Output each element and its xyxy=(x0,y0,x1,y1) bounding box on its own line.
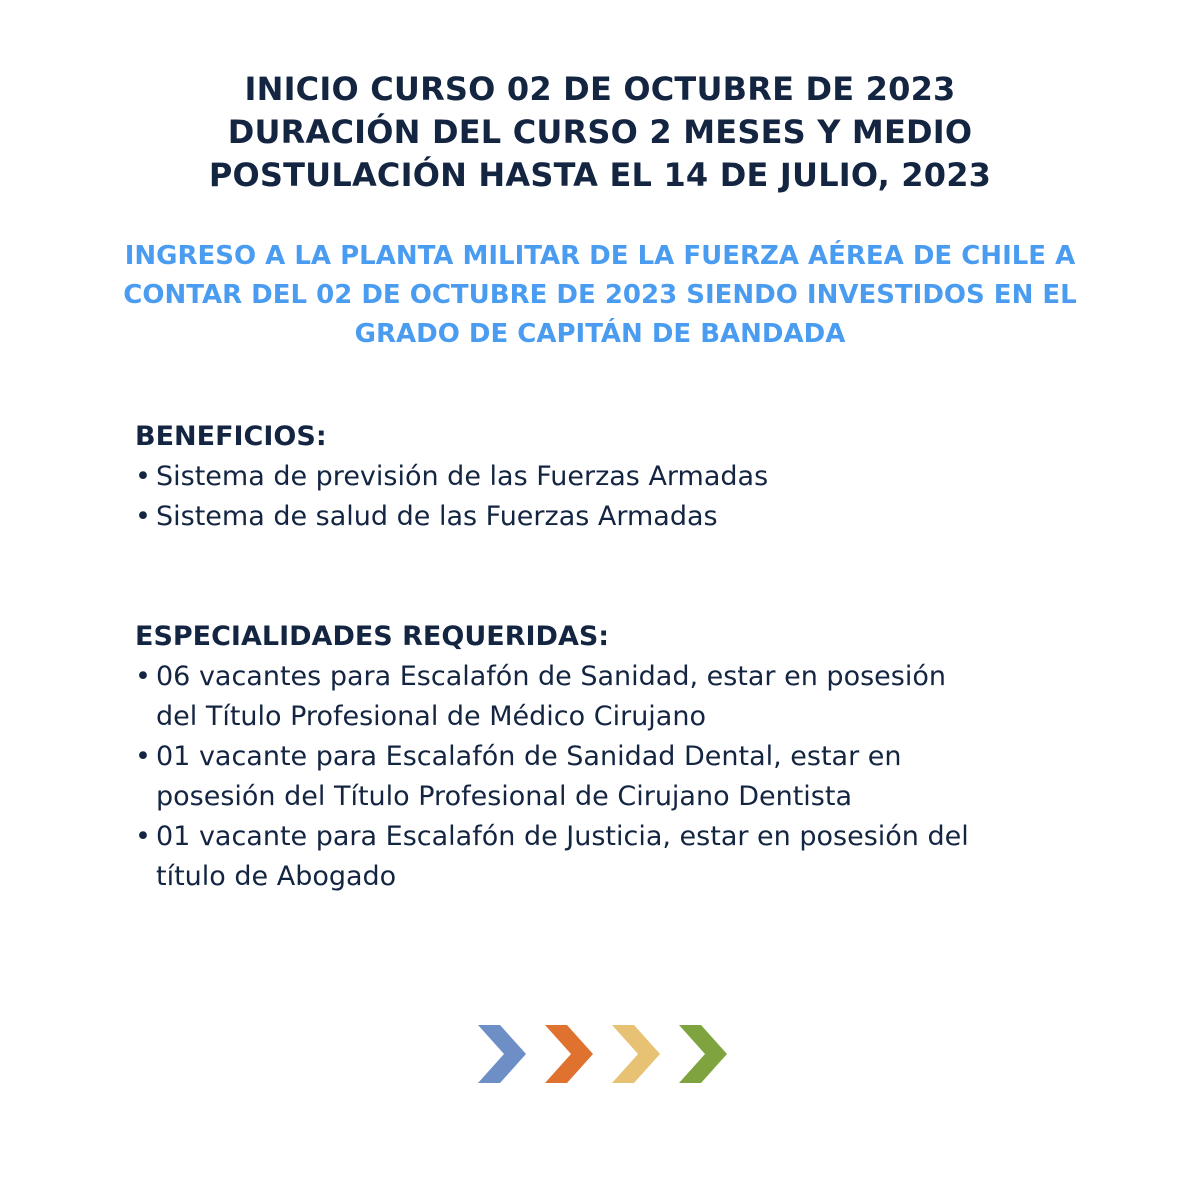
benefit-item xyxy=(135,457,1115,497)
chevron-right-icon xyxy=(612,1025,660,1083)
specialty-item xyxy=(135,737,1115,817)
benefit-item xyxy=(135,497,1115,537)
specialty-text-line: del Título Profesional de Médico Cirujano xyxy=(156,701,706,732)
specialty-text-line: posesión del Título Profesional de Cirujano Dentista xyxy=(156,781,852,812)
specialty-text-line: título de Abogado xyxy=(156,861,397,892)
chevron-right-icon xyxy=(478,1025,526,1083)
specialty-text-line: 01 vacante para Escalafón de Justicia, estar en posesión del xyxy=(156,821,969,852)
benefits-title: BENEFICIOS: xyxy=(135,421,327,452)
bullet: • xyxy=(135,821,151,852)
bullet: • xyxy=(135,741,151,772)
specialty-text-line: 01 vacante para Escalafón de Sanidad Dental, estar en xyxy=(156,741,902,772)
benefit-text: Sistema de previsión de las Fuerzas Armadas xyxy=(156,461,769,492)
highlight-line-2: CONTAR DEL 02 DE OCTUBRE DE 2023 SIENDO INVESTIDOS EN EL xyxy=(123,280,1077,310)
specialty-text-line: 06 vacantes para Escalafón de Sanidad, estar en posesión xyxy=(156,661,946,692)
bullet: • xyxy=(135,461,151,492)
specialties-section xyxy=(135,617,1115,897)
heading-line-start: INICIO CURSO 02 DE OCTUBRE DE 2023 xyxy=(244,70,956,108)
specialty-item xyxy=(135,657,1115,737)
chevron-arrows xyxy=(478,1025,728,1083)
heading-line-deadline: POSTULACIÓN HASTA EL 14 DE JULIO, 2023 xyxy=(208,156,992,194)
benefit-text: Sistema de salud de las Fuerzas Armadas xyxy=(156,501,718,532)
highlight-line-3: GRADO DE CAPITÁN DE BANDADA xyxy=(354,319,846,349)
chevron-right-icon xyxy=(545,1025,593,1083)
bullet: • xyxy=(135,661,151,692)
specialties-title: ESPECIALIDADES REQUERIDAS: xyxy=(135,621,610,652)
specialty-item xyxy=(135,817,1115,897)
benefits-section xyxy=(135,417,1115,537)
heading-line-duration: DURACIÓN DEL CURSO 2 MESES Y MEDIO xyxy=(227,113,973,151)
chevron-right-icon xyxy=(679,1025,727,1083)
course-info-heading xyxy=(0,68,1200,197)
highlight-line-1: INGRESO A LA PLANTA MILITAR DE LA FUERZA AÉREA DE CHILE A xyxy=(124,241,1076,271)
bullet: • xyxy=(135,501,151,532)
admission-highlight xyxy=(0,237,1200,354)
